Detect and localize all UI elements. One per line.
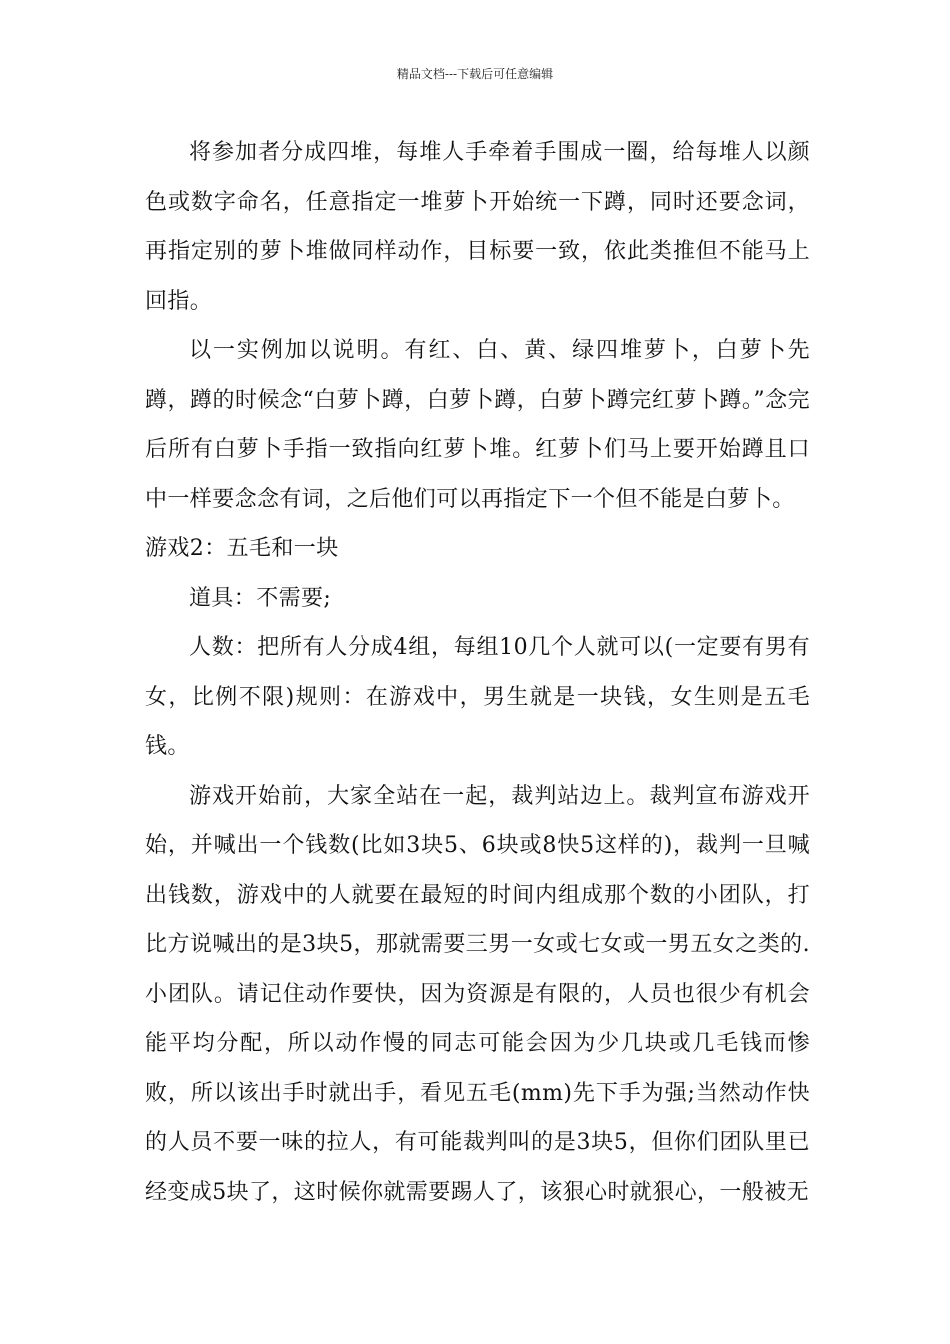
- paragraph-rules-intro: 将参加者分成四堆，每堆人手牵着手围成一圈，给每堆人以颜色或数字命名，任意指定一堆萝卜开始统一下蹲，同时还要念词，再指定别的萝卜堆做同样动作，目标要一致，依此类推但不能马上回指。: [145, 140, 810, 314]
- page-header: 精品文档---下载后可任意编辑: [396, 67, 554, 81]
- document-body: [145, 128, 810, 1217]
- paragraph-gameplay: 游戏开始前，大家全站在一起，裁判站边上。裁判宣布游戏开始，并喊出一个钱数(比如3块5、6块或8快5这样的)，裁判一旦喊出钱数，游戏中的人就要在最短的时间内组成那个数的小团队，打比方说喊出的是3块5，那就需要三男一女或七女或一男五女之类的.小团队。请记住动作要快，因为资源是有限的，人员也很少有机会能平均分配，所以动作慢的同志可能会因为少几块或几毛钱而惨败，所以该出手时就出手，看见五毛(mm)先下手为强;当然动作快的人员不要一味的拉人，有可能裁判叫的是3块5，但你们团队里已经变成5块了，这时候你就需要踢人了，该狠心时就狠心，一般被无: [145, 783, 810, 1205]
- paragraph-example: 以一实例加以说明。有红、白、黄、绿四堆萝卜，白萝卜先蹲，蹲的时候念“白萝卜蹲，白萝卜蹲，白萝卜蹲完红萝卜蹲。”念完后所有白萝卜手指一致指向红萝卜堆。红萝卜们马上要开始蹲且口中一样要念念有词，之后他们可以再指定下一个但不能是白萝卜。: [145, 338, 810, 512]
- paragraph-props: 道具：不需要;: [189, 585, 332, 611]
- paragraph-players: 人数：把所有人分成4组，每组10几个人就可以(一定要有男有女，比例不限)规则：在游戏中，男生就是一块钱，女生则是五毛钱。: [145, 635, 810, 759]
- section-heading-game-2: 游戏2：五毛和一块: [145, 536, 339, 561]
